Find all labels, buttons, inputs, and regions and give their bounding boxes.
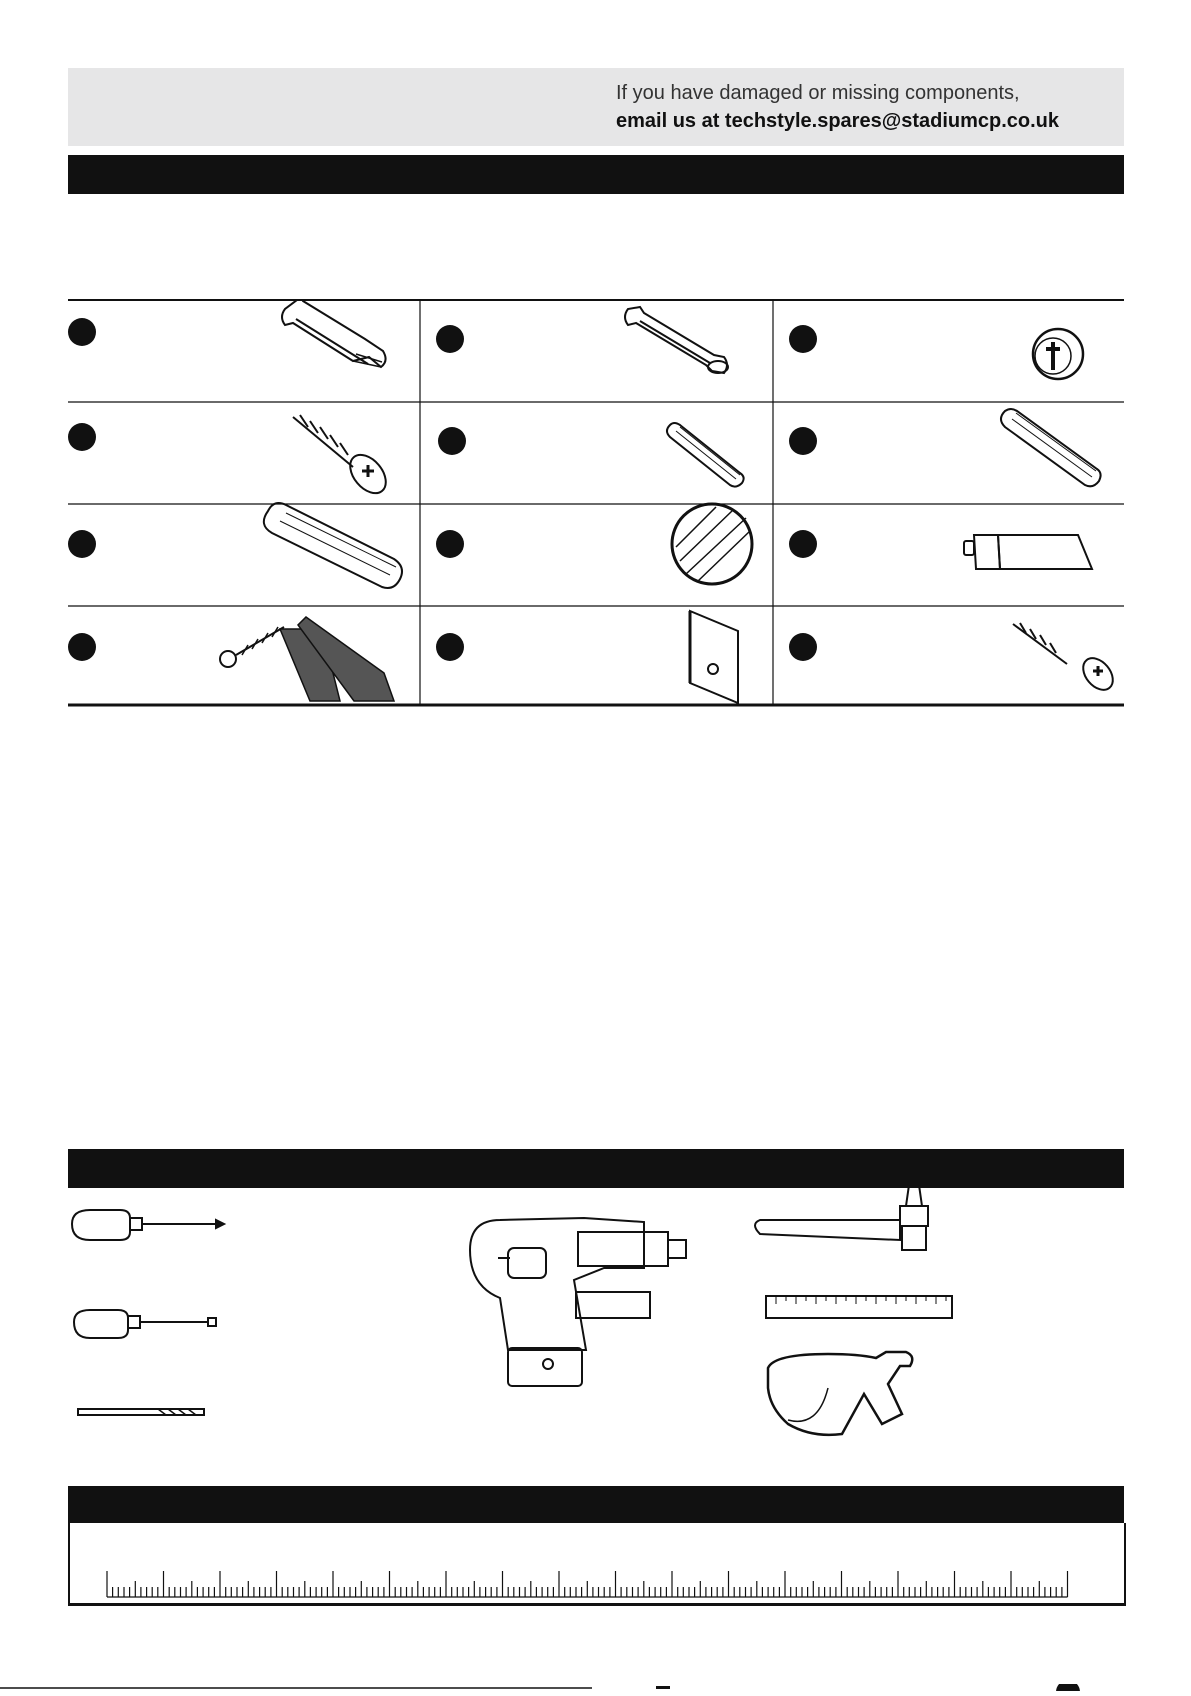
fitting-cell-4 xyxy=(68,415,393,500)
footer-mark xyxy=(656,1686,670,1689)
page-marker xyxy=(1056,1684,1080,1691)
fittings-grid xyxy=(68,299,1124,707)
fitting-cell-7 xyxy=(68,503,402,588)
ruler-ticks xyxy=(107,1571,1068,1597)
safety-glasses-icon xyxy=(768,1352,912,1435)
drill-bit-icon xyxy=(78,1409,204,1415)
fitting-cell-6 xyxy=(789,409,1101,486)
contact-text: If you have damaged or missing components, xyxy=(616,82,1020,104)
fitting-marker-2 xyxy=(436,325,464,353)
fitting-cell-10 xyxy=(68,617,394,701)
felt-pad-icon xyxy=(672,504,752,584)
fitting-cell-12 xyxy=(789,623,1119,696)
fitting-marker-1 xyxy=(68,318,96,346)
shelf-support-icon xyxy=(690,611,738,703)
fitting-marker-3 xyxy=(789,325,817,353)
fitting-cell-1 xyxy=(68,299,386,367)
small-screw-icon xyxy=(1013,623,1119,696)
glue-tube-icon xyxy=(964,535,1092,569)
tools-section-header xyxy=(68,1149,1124,1188)
fitting-marker-12 xyxy=(789,633,817,661)
fitting-cell-2 xyxy=(436,307,728,373)
double-cam-bolt-icon xyxy=(625,307,728,373)
contact-banner xyxy=(68,68,1124,146)
ruler-scale-box xyxy=(68,1523,1126,1606)
cordless-drill-icon xyxy=(470,1218,686,1386)
fitting-cell-8 xyxy=(436,504,752,584)
fittings-section-header xyxy=(68,155,1124,194)
medium-dowel-icon xyxy=(1001,409,1101,486)
fitting-marker-5 xyxy=(438,427,466,455)
fitting-marker-6 xyxy=(789,427,817,455)
hammer-icon xyxy=(755,1188,928,1250)
ruler-section-header xyxy=(68,1486,1124,1523)
fitting-marker-4 xyxy=(68,423,96,451)
fitting-cell-3 xyxy=(789,325,1083,379)
phillips-screwdriver-icon xyxy=(72,1210,224,1240)
fitting-marker-11 xyxy=(436,633,464,661)
screw-icon xyxy=(293,415,393,500)
flat-screwdriver-icon xyxy=(74,1310,216,1338)
large-dowel-icon xyxy=(264,503,402,588)
tools-area xyxy=(68,1188,1124,1468)
ruler-scale xyxy=(70,1523,1124,1603)
cam-lock-icon xyxy=(1033,329,1083,379)
page-footer xyxy=(0,1678,1191,1685)
fittings-grid-lines xyxy=(68,299,1124,707)
ruler-icon xyxy=(766,1296,952,1318)
fitting-marker-7 xyxy=(68,530,96,558)
fitting-marker-10 xyxy=(68,633,96,661)
contact-email[interactable]: email us at techstyle.spares@stadiumcp.co.uk xyxy=(616,110,1060,132)
fitting-marker-8 xyxy=(436,530,464,558)
fitting-marker-9 xyxy=(789,530,817,558)
fitting-cell-9 xyxy=(789,530,1092,569)
small-dowel-icon xyxy=(667,423,744,487)
screw-and-strap-icon xyxy=(220,617,394,701)
fitting-cell-5 xyxy=(438,423,744,487)
cam-bolt-icon xyxy=(282,299,386,367)
fitting-cell-11 xyxy=(436,611,738,703)
